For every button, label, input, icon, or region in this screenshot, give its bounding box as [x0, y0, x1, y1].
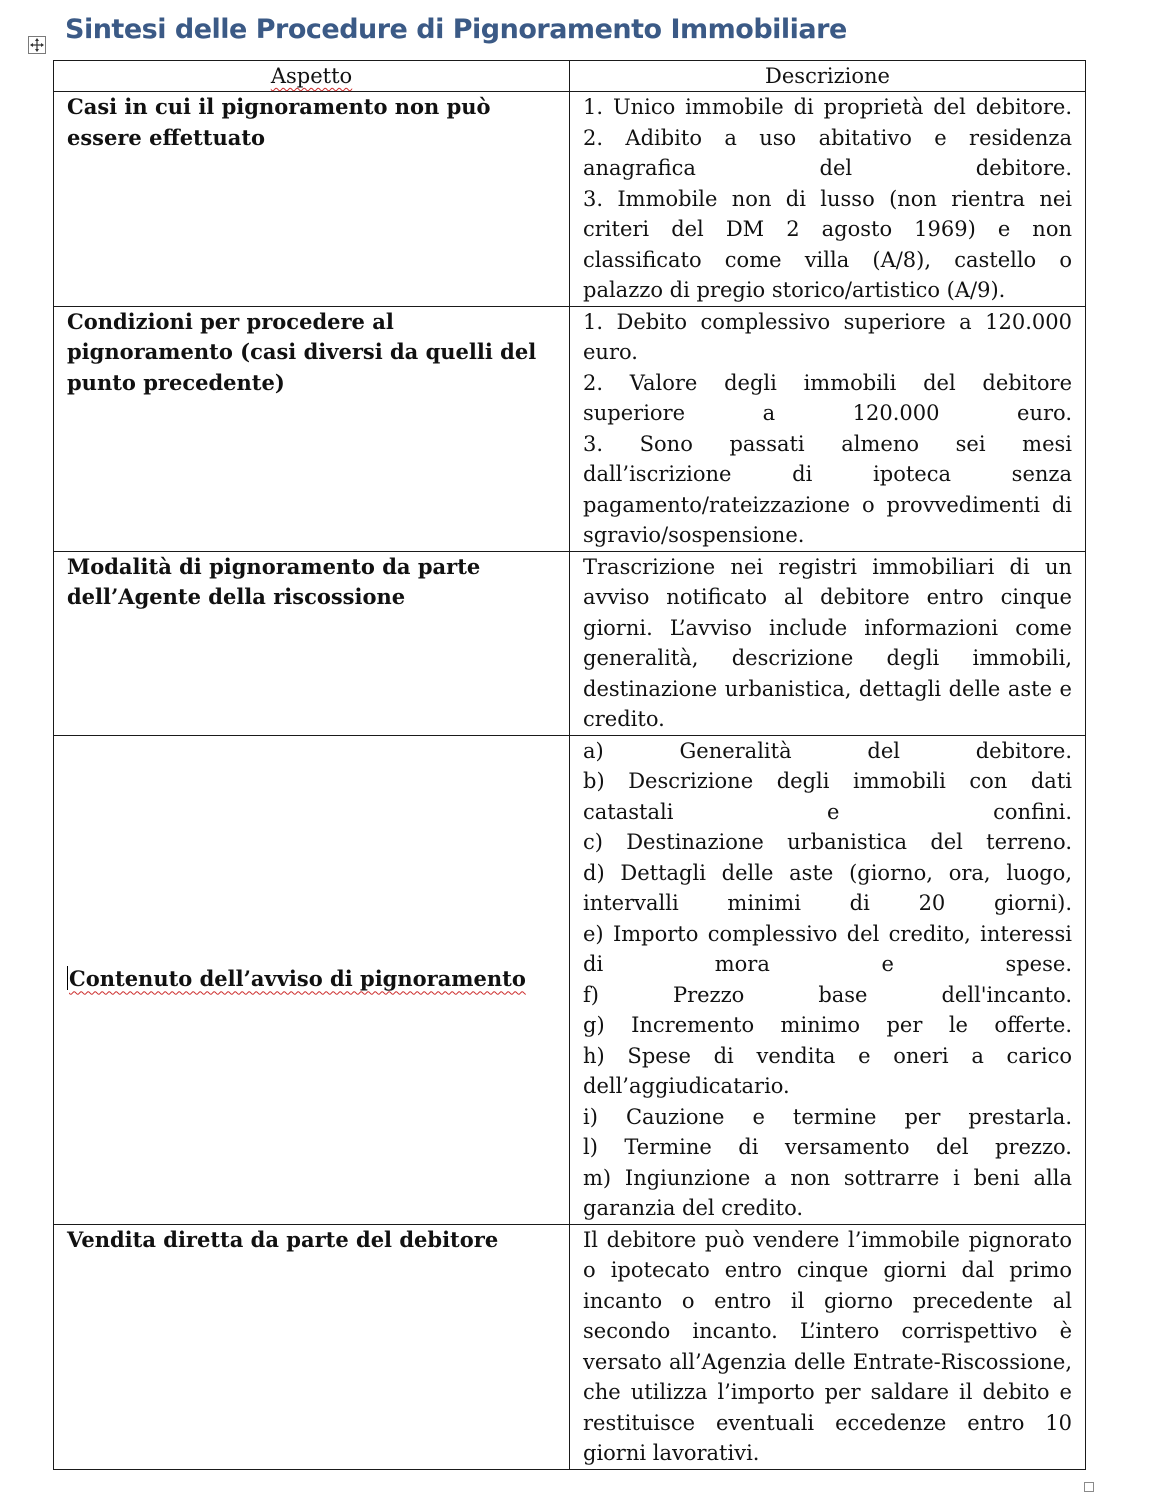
table-resize-handle[interactable]	[1084, 1482, 1094, 1492]
header-description[interactable]: Descrizione	[570, 61, 1086, 92]
text-cursor	[67, 966, 68, 990]
aspect-cell[interactable]: Vendita diretta da parte del debitore	[54, 1224, 570, 1469]
description-item: 2. Valore degli immobili del debitore superiore a 120.000 euro.	[583, 370, 1072, 425]
description-item: b) Descrizione degli immobili con dati catastali e confini.	[583, 769, 1072, 824]
table-row	[54, 92, 1086, 307]
description-item: l) Termine di versamento del prezzo.	[583, 1135, 1072, 1159]
header-aspect[interactable]	[54, 61, 570, 92]
description-item: Il debitore può vendere l’immobile pignorato o ipotecato entro cinque giorni dal primo incanto o entro il giorno precedente al secondo incanto. L’intero corrispettivo è versato all’Agenzia delle Entrate-Riscossione, che utilizza l’importo per saldare il debito e restituisce eventuali eccedenze entro 10 giorni lavorativi.	[583, 1227, 1072, 1465]
description-item: f) Prezzo base dell'incanto.	[583, 982, 1072, 1007]
table-row	[54, 1224, 1086, 1469]
description-item: g) Incremento minimo per le offerte.	[583, 1013, 1072, 1037]
procedures-table	[53, 60, 1086, 1470]
aspect-cell[interactable]: Condizioni per procedere al pignoramento (casi diversi da quelli del punto precedente)	[54, 306, 570, 551]
description-item: c) Destinazione urbanistica del terreno.	[583, 830, 1072, 854]
description-item: 2. Adibito a uso abitativo e residenza anagrafica del debitore.	[583, 125, 1072, 180]
description-item: 3. Immobile non di lusso (non rientra nei criteri del DM 2 agosto 1969) e non classificato come villa (A/8), castello o palazzo di pregio storico/artistico (A/9).	[583, 186, 1072, 302]
description-item: m) Ingiunzione a non sottrarre i beni alla garanzia del credito.	[583, 1165, 1072, 1220]
description-cell[interactable]	[570, 306, 1086, 551]
aspect-cell[interactable]: Casi in cui il pignoramento non può essere effettuato	[54, 92, 570, 307]
table-move-handle-icon[interactable]	[28, 36, 46, 54]
description-item: 3. Sono passati almeno sei mesi dall’iscrizione di ipoteca senza pagamento/rateizzazione o provvedimenti di sgravio/sospensione.	[583, 431, 1072, 547]
description-item: a) Generalità del debitore.	[583, 738, 1072, 763]
description-item: h) Spese di vendita e oneri a carico dell’aggiudicatario.	[583, 1043, 1072, 1098]
description-cell[interactable]	[570, 735, 1086, 1224]
table-row	[54, 551, 1086, 735]
table-row	[54, 306, 1086, 551]
description-item: Trascrizione nei registri immobiliari di un avviso notificato al debitore entro cinque giorni. L’avviso include informazioni come generalità, descrizione degli immobili, destinazione urbanistica, dettagli delle aste e credito.	[583, 554, 1072, 731]
description-cell[interactable]	[570, 1224, 1086, 1469]
aspect-cell-label: Contenuto dell’avviso di pignoramento	[69, 966, 526, 992]
table-row	[54, 735, 1086, 1224]
table-header-row	[54, 61, 1086, 92]
aspect-cell[interactable]	[54, 735, 570, 1224]
document-title: Sintesi delle Procedure di Pignoramento Immobiliare	[65, 14, 847, 45]
description-item: 1. Debito complessivo superiore a 120.000 euro.	[583, 309, 1072, 364]
description-cell[interactable]	[570, 551, 1086, 735]
description-item: 1. Unico immobile di proprietà del debitore.	[583, 95, 1072, 119]
description-item: i) Cauzione e termine per prestarla.	[583, 1104, 1072, 1129]
header-aspect-label: Aspetto	[270, 64, 353, 88]
description-item: d) Dettagli delle aste (giorno, ora, luogo, intervalli minimi di 20 giorni).	[583, 860, 1072, 915]
description-item: e) Importo complessivo del credito, interessi di mora e spese.	[583, 921, 1072, 976]
aspect-cell[interactable]: Modalità di pignoramento da parte dell’Agente della riscossione	[54, 551, 570, 735]
description-cell[interactable]	[570, 92, 1086, 307]
